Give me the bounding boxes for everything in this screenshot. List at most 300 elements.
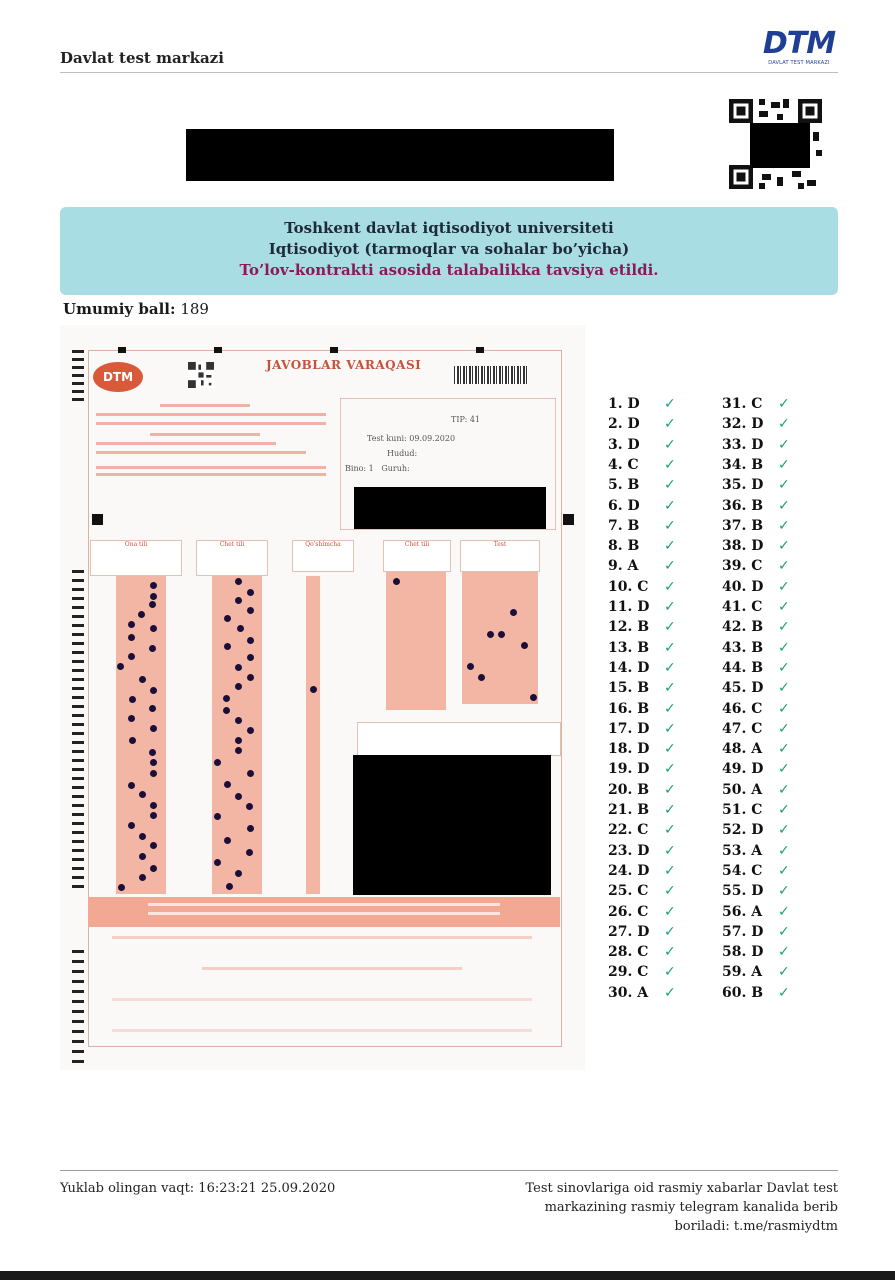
answer-text bbox=[608, 498, 640, 514]
telegram-note-line1: Test sinovlariga oid rasmiy xabarlar Davlat test bbox=[525, 1181, 838, 1196]
check-icon: ✓ bbox=[778, 883, 790, 900]
answer-text bbox=[722, 944, 763, 960]
answer-number: 16. bbox=[608, 700, 633, 717]
timing-tick bbox=[72, 950, 84, 953]
answer-number: 7. bbox=[608, 517, 623, 534]
answer-letter: C bbox=[751, 802, 763, 818]
answer-letter: D bbox=[751, 761, 764, 778]
filled-bubble bbox=[226, 883, 233, 890]
answer-number: 40. bbox=[722, 578, 747, 595]
answer-text bbox=[608, 477, 639, 493]
filled-bubble bbox=[478, 674, 485, 681]
filled-bubble bbox=[235, 664, 242, 671]
answer-number: 32. bbox=[722, 416, 747, 433]
timing-tick bbox=[72, 849, 84, 852]
answer-number: 33. bbox=[722, 436, 747, 453]
answer-text bbox=[608, 640, 649, 656]
timing-tick bbox=[72, 687, 84, 690]
answer-number: 14. bbox=[608, 659, 633, 676]
answer-text bbox=[722, 822, 763, 838]
filled-bubble bbox=[150, 865, 157, 872]
filled-bubble bbox=[237, 625, 244, 632]
answer-number: 20. bbox=[608, 781, 633, 798]
answer-number: 53. bbox=[722, 842, 747, 859]
answer-item bbox=[608, 538, 698, 558]
answer-text bbox=[722, 883, 763, 899]
answer-text bbox=[608, 680, 649, 696]
answer-text bbox=[722, 579, 763, 595]
section-header: Chet tili bbox=[196, 540, 268, 576]
check-icon: ✓ bbox=[778, 761, 790, 778]
answer-number: 46. bbox=[722, 700, 747, 717]
answer-letter: B bbox=[751, 659, 764, 676]
filled-bubble bbox=[129, 696, 136, 703]
score-value: 189 bbox=[180, 300, 209, 318]
check-icon: ✓ bbox=[664, 517, 676, 534]
check-icon: ✓ bbox=[778, 680, 790, 697]
answer-item bbox=[722, 985, 812, 1005]
check-icon: ✓ bbox=[778, 720, 790, 737]
check-icon: ✓ bbox=[664, 842, 676, 859]
answer-text bbox=[722, 457, 763, 473]
filled-bubble bbox=[247, 727, 254, 734]
answer-letter: B bbox=[751, 984, 764, 1001]
answer-letter: A bbox=[751, 964, 763, 981]
timing-tick bbox=[72, 1010, 84, 1013]
answer-item bbox=[608, 964, 698, 984]
timing-tick bbox=[72, 970, 84, 973]
answer-text bbox=[608, 457, 639, 473]
answer-number: 56. bbox=[722, 903, 747, 920]
answer-number: 49. bbox=[722, 761, 747, 778]
answer-number: 52. bbox=[722, 822, 747, 839]
answer-letter: C bbox=[637, 883, 649, 900]
instructions-block bbox=[90, 398, 334, 496]
answer-letter: D bbox=[637, 741, 650, 758]
filled-bubble bbox=[149, 749, 156, 756]
answer-item bbox=[608, 721, 698, 741]
answer-text bbox=[608, 741, 649, 757]
filled-bubble bbox=[214, 859, 221, 866]
answer-number: 50. bbox=[722, 781, 747, 798]
answer-letter: B bbox=[751, 619, 764, 636]
answer-text bbox=[722, 619, 763, 635]
filled-bubble bbox=[224, 615, 231, 622]
answer-item bbox=[608, 558, 698, 578]
timing-tick bbox=[72, 1040, 84, 1043]
telegram-note-line2: markazining rasmiy telegram kanalida berib bbox=[544, 1200, 838, 1215]
answer-text bbox=[608, 964, 648, 980]
timing-tick bbox=[72, 777, 84, 780]
answer-letter: D bbox=[751, 680, 764, 697]
timing-tick bbox=[72, 678, 84, 681]
filled-bubble bbox=[128, 621, 135, 628]
timing-tick bbox=[72, 642, 84, 645]
answer-item bbox=[722, 579, 812, 599]
answer-text bbox=[722, 782, 762, 798]
check-icon: ✓ bbox=[778, 517, 790, 534]
answer-letter: D bbox=[751, 944, 764, 961]
answer-item bbox=[722, 680, 812, 700]
answer-letter: D bbox=[751, 923, 764, 940]
check-icon: ✓ bbox=[778, 456, 790, 473]
answer-number: 21. bbox=[608, 802, 633, 818]
sheet-footer-band bbox=[88, 897, 560, 927]
check-icon: ✓ bbox=[778, 903, 790, 920]
answer-number: 36. bbox=[722, 497, 747, 514]
answer-item bbox=[608, 843, 698, 863]
timing-tick bbox=[72, 858, 84, 861]
filled-bubble bbox=[235, 737, 242, 744]
answer-letter: D bbox=[627, 436, 640, 453]
check-icon: ✓ bbox=[778, 659, 790, 676]
check-icon: ✓ bbox=[778, 639, 790, 656]
filled-bubble bbox=[235, 578, 242, 585]
filled-bubble bbox=[235, 793, 242, 800]
filled-bubble bbox=[393, 578, 400, 585]
answer-item bbox=[608, 498, 698, 518]
check-icon: ✓ bbox=[664, 416, 676, 433]
timing-tick bbox=[72, 804, 84, 807]
filled-bubble bbox=[247, 637, 254, 644]
timing-tick bbox=[72, 651, 84, 654]
filled-bubble bbox=[235, 717, 242, 724]
answer-text bbox=[722, 477, 763, 493]
answer-item bbox=[722, 761, 812, 781]
answer-number: 37. bbox=[722, 517, 747, 534]
answer-item bbox=[722, 538, 812, 558]
answer-number: 60. bbox=[722, 984, 747, 1001]
answer-text bbox=[608, 721, 649, 737]
region-label: Hudud: bbox=[387, 449, 418, 458]
check-icon: ✓ bbox=[664, 720, 676, 737]
test-date: Test kuni: 09.09.2020 bbox=[367, 434, 456, 443]
section-header: Ona tili bbox=[90, 540, 182, 576]
answer-text bbox=[608, 985, 648, 1001]
timing-tick bbox=[72, 615, 84, 618]
answer-text bbox=[608, 822, 648, 838]
filled-bubble bbox=[139, 791, 146, 798]
answer-letter: D bbox=[751, 883, 764, 900]
filled-bubble bbox=[139, 853, 146, 860]
filled-bubble bbox=[117, 663, 124, 670]
timing-mark bbox=[330, 347, 338, 353]
check-icon: ✓ bbox=[778, 741, 790, 758]
answer-letter: D bbox=[751, 416, 764, 433]
answer-letter: D bbox=[627, 396, 640, 412]
answer-letter: B bbox=[637, 639, 650, 656]
answer-letter: A bbox=[751, 903, 763, 920]
check-icon: ✓ bbox=[778, 781, 790, 798]
answer-letter: B bbox=[751, 517, 764, 534]
answer-item bbox=[722, 883, 812, 903]
filled-bubble bbox=[128, 822, 135, 829]
answer-number: 1. bbox=[608, 396, 623, 412]
check-icon: ✓ bbox=[778, 923, 790, 940]
timing-tick bbox=[72, 624, 84, 627]
answer-text bbox=[608, 924, 649, 940]
answer-text bbox=[608, 944, 648, 960]
filled-bubble bbox=[310, 686, 317, 693]
redacted-candidate-id bbox=[354, 487, 546, 529]
timing-tick bbox=[72, 696, 84, 699]
filled-bubble bbox=[139, 833, 146, 840]
answer-letter: C bbox=[751, 720, 763, 737]
check-icon: ✓ bbox=[778, 944, 790, 961]
footer-divider bbox=[60, 1170, 838, 1171]
answer-number: 55. bbox=[722, 883, 747, 900]
answer-text bbox=[608, 660, 649, 676]
org-name: Davlat test markazi bbox=[60, 49, 224, 67]
timing-tick bbox=[72, 750, 84, 753]
timing-tick bbox=[72, 588, 84, 591]
timing-tick bbox=[72, 759, 84, 762]
filled-bubble bbox=[530, 694, 537, 701]
answer-letter: B bbox=[637, 700, 650, 717]
check-icon: ✓ bbox=[664, 436, 676, 453]
check-icon: ✓ bbox=[664, 396, 676, 412]
answer-number: 6. bbox=[608, 497, 623, 514]
answer-letter: B bbox=[627, 538, 640, 555]
answer-item bbox=[722, 558, 812, 578]
answer-text bbox=[608, 761, 649, 777]
answer-item bbox=[722, 701, 812, 721]
answer-letter: C bbox=[637, 822, 649, 839]
group-label: Guruh: bbox=[381, 464, 410, 473]
answer-letter: A bbox=[751, 741, 763, 758]
bubble-column-5 bbox=[462, 572, 538, 704]
check-icon: ✓ bbox=[778, 497, 790, 514]
answer-letter: D bbox=[751, 538, 764, 555]
answer-item bbox=[608, 924, 698, 944]
answer-item bbox=[608, 944, 698, 964]
answer-text bbox=[722, 640, 763, 656]
filled-bubble bbox=[247, 825, 254, 832]
answer-number: 26. bbox=[608, 903, 633, 920]
check-icon: ✓ bbox=[664, 964, 676, 981]
timing-tick bbox=[72, 597, 84, 600]
answer-text bbox=[608, 437, 640, 453]
timing-tick bbox=[72, 1000, 84, 1003]
answer-item bbox=[722, 660, 812, 680]
check-icon: ✓ bbox=[664, 619, 676, 636]
answer-number: 59. bbox=[722, 964, 747, 981]
answer-item bbox=[722, 924, 812, 944]
answer-item bbox=[722, 782, 812, 802]
check-icon: ✓ bbox=[664, 700, 676, 717]
tip-label: TIP: 41 bbox=[451, 415, 481, 424]
answer-letter: C bbox=[751, 862, 763, 879]
check-icon: ✓ bbox=[664, 741, 676, 758]
filled-bubble bbox=[521, 642, 528, 649]
timing-tick bbox=[72, 1060, 84, 1063]
answer-number: 17. bbox=[608, 720, 633, 737]
answer-text bbox=[608, 883, 648, 899]
answer-item bbox=[722, 741, 812, 761]
filled-bubble bbox=[150, 802, 157, 809]
filled-bubble bbox=[224, 837, 231, 844]
filled-bubble bbox=[467, 663, 474, 670]
answer-text bbox=[722, 741, 762, 757]
answer-text bbox=[608, 538, 639, 554]
section-header: Chet tili bbox=[383, 540, 451, 572]
answer-letter: D bbox=[637, 659, 650, 676]
answer-item bbox=[608, 416, 698, 436]
answer-letter: D bbox=[627, 416, 640, 433]
answer-item bbox=[722, 721, 812, 741]
answer-text bbox=[608, 558, 638, 574]
answer-letter: B bbox=[627, 477, 640, 494]
answer-letter: C bbox=[637, 578, 649, 595]
timing-tick bbox=[72, 1050, 84, 1053]
answer-text bbox=[608, 782, 649, 798]
check-icon: ✓ bbox=[664, 944, 676, 961]
answer-number: 45. bbox=[722, 680, 747, 697]
answer-text bbox=[608, 904, 648, 920]
answer-text bbox=[722, 964, 762, 980]
timing-tick bbox=[72, 633, 84, 636]
answer-item bbox=[608, 883, 698, 903]
answer-letter: B bbox=[637, 619, 650, 636]
answer-item bbox=[722, 599, 812, 619]
answer-number: 3. bbox=[608, 436, 623, 453]
timing-tick bbox=[72, 867, 84, 870]
timing-tick bbox=[72, 822, 84, 825]
answer-item bbox=[722, 863, 812, 883]
answer-number: 43. bbox=[722, 639, 747, 656]
building-label: Bino: 1 bbox=[345, 464, 374, 473]
alignment-marker bbox=[92, 514, 103, 525]
check-icon: ✓ bbox=[664, 883, 676, 900]
header-divider bbox=[60, 72, 838, 73]
check-icon: ✓ bbox=[664, 903, 676, 920]
check-icon: ✓ bbox=[664, 497, 676, 514]
timing-tick bbox=[72, 350, 84, 353]
filled-bubble bbox=[487, 631, 494, 638]
bubble-column-1 bbox=[116, 576, 166, 894]
check-icon: ✓ bbox=[664, 639, 676, 656]
answer-text bbox=[722, 904, 762, 920]
answer-letter: B bbox=[751, 456, 764, 473]
answer-item bbox=[722, 457, 812, 477]
filled-bubble bbox=[138, 611, 145, 618]
filled-bubble bbox=[223, 695, 230, 702]
download-time: Yuklab olingan vaqt: 16:23:21 25.09.2020 bbox=[60, 1181, 336, 1196]
university-name: Toshkent davlat iqtisodiyot universiteti bbox=[284, 219, 614, 237]
answer-text bbox=[722, 437, 763, 453]
check-icon: ✓ bbox=[778, 862, 790, 879]
answer-text bbox=[722, 558, 762, 574]
answer-letter: A bbox=[751, 781, 763, 798]
filled-bubble bbox=[150, 725, 157, 732]
filled-bubble bbox=[128, 782, 135, 789]
answer-letter: C bbox=[627, 456, 639, 473]
timing-tick bbox=[72, 570, 84, 573]
timing-tick bbox=[72, 579, 84, 582]
answer-letter: D bbox=[751, 436, 764, 453]
check-icon: ✓ bbox=[778, 416, 790, 433]
answer-item bbox=[608, 579, 698, 599]
answer-number: 27. bbox=[608, 923, 633, 940]
answer-text bbox=[608, 701, 649, 717]
answer-item bbox=[608, 822, 698, 842]
filled-bubble bbox=[139, 676, 146, 683]
answer-number: 34. bbox=[722, 456, 747, 473]
filled-bubble bbox=[235, 747, 242, 754]
sheet-qr-icon bbox=[188, 362, 214, 388]
answer-text bbox=[722, 701, 762, 717]
answer-text bbox=[608, 863, 649, 879]
answer-letter: B bbox=[627, 517, 640, 534]
answer-text bbox=[722, 802, 762, 818]
recommendation-text: To’lov-kontrakti asosida talabalikka tavsiya etildi. bbox=[239, 261, 659, 279]
timing-mark bbox=[476, 347, 484, 353]
filled-bubble bbox=[128, 653, 135, 660]
check-icon: ✓ bbox=[778, 396, 790, 412]
timing-tick bbox=[72, 358, 84, 361]
telegram-note-line3: boriladi: t.me/rasmiydtm bbox=[674, 1219, 838, 1234]
answer-item bbox=[722, 822, 812, 842]
filled-bubble bbox=[223, 707, 230, 714]
timing-tick bbox=[72, 840, 84, 843]
check-icon: ✓ bbox=[778, 436, 790, 453]
answer-number: 29. bbox=[608, 964, 633, 981]
answer-letter: B bbox=[751, 497, 764, 514]
answer-item bbox=[608, 904, 698, 924]
logo-text: DTM bbox=[762, 26, 836, 61]
answer-letter: D bbox=[637, 761, 650, 778]
answer-text bbox=[722, 721, 762, 737]
answer-text bbox=[608, 843, 649, 859]
answer-item bbox=[608, 985, 698, 1005]
answer-letter: D bbox=[751, 477, 764, 494]
answer-letter: C bbox=[751, 396, 763, 412]
filled-bubble bbox=[498, 631, 505, 638]
answer-letter: C bbox=[751, 558, 763, 575]
answer-letter: B bbox=[637, 680, 650, 697]
check-icon: ✓ bbox=[778, 842, 790, 859]
program-name: Iqtisodiyot (tarmoqlar va sohalar bo’yicha) bbox=[268, 240, 630, 258]
timing-tick bbox=[72, 786, 84, 789]
timing-tick bbox=[72, 374, 84, 377]
answer-text bbox=[722, 498, 763, 514]
check-icon: ✓ bbox=[664, 680, 676, 697]
filled-bubble bbox=[150, 842, 157, 849]
answer-item bbox=[608, 457, 698, 477]
check-icon: ✓ bbox=[664, 923, 676, 940]
timing-tick bbox=[72, 741, 84, 744]
check-icon: ✓ bbox=[778, 558, 790, 575]
answer-letter: D bbox=[637, 862, 650, 879]
answer-item bbox=[608, 437, 698, 457]
answer-number: 18. bbox=[608, 741, 633, 758]
answer-number: 30. bbox=[608, 984, 633, 1001]
answer-letter: D bbox=[637, 599, 650, 615]
answer-text bbox=[608, 802, 649, 818]
answer-text bbox=[722, 924, 763, 940]
answer-number: 42. bbox=[722, 619, 747, 636]
check-icon: ✓ bbox=[664, 578, 676, 595]
answer-letter: C bbox=[637, 903, 649, 920]
answer-item bbox=[608, 619, 698, 639]
check-icon: ✓ bbox=[778, 964, 790, 981]
answer-item bbox=[722, 904, 812, 924]
alignment-marker bbox=[563, 514, 574, 525]
check-icon: ✓ bbox=[778, 822, 790, 839]
check-icon: ✓ bbox=[778, 477, 790, 494]
answer-item bbox=[608, 599, 698, 619]
filled-bubble bbox=[150, 770, 157, 777]
